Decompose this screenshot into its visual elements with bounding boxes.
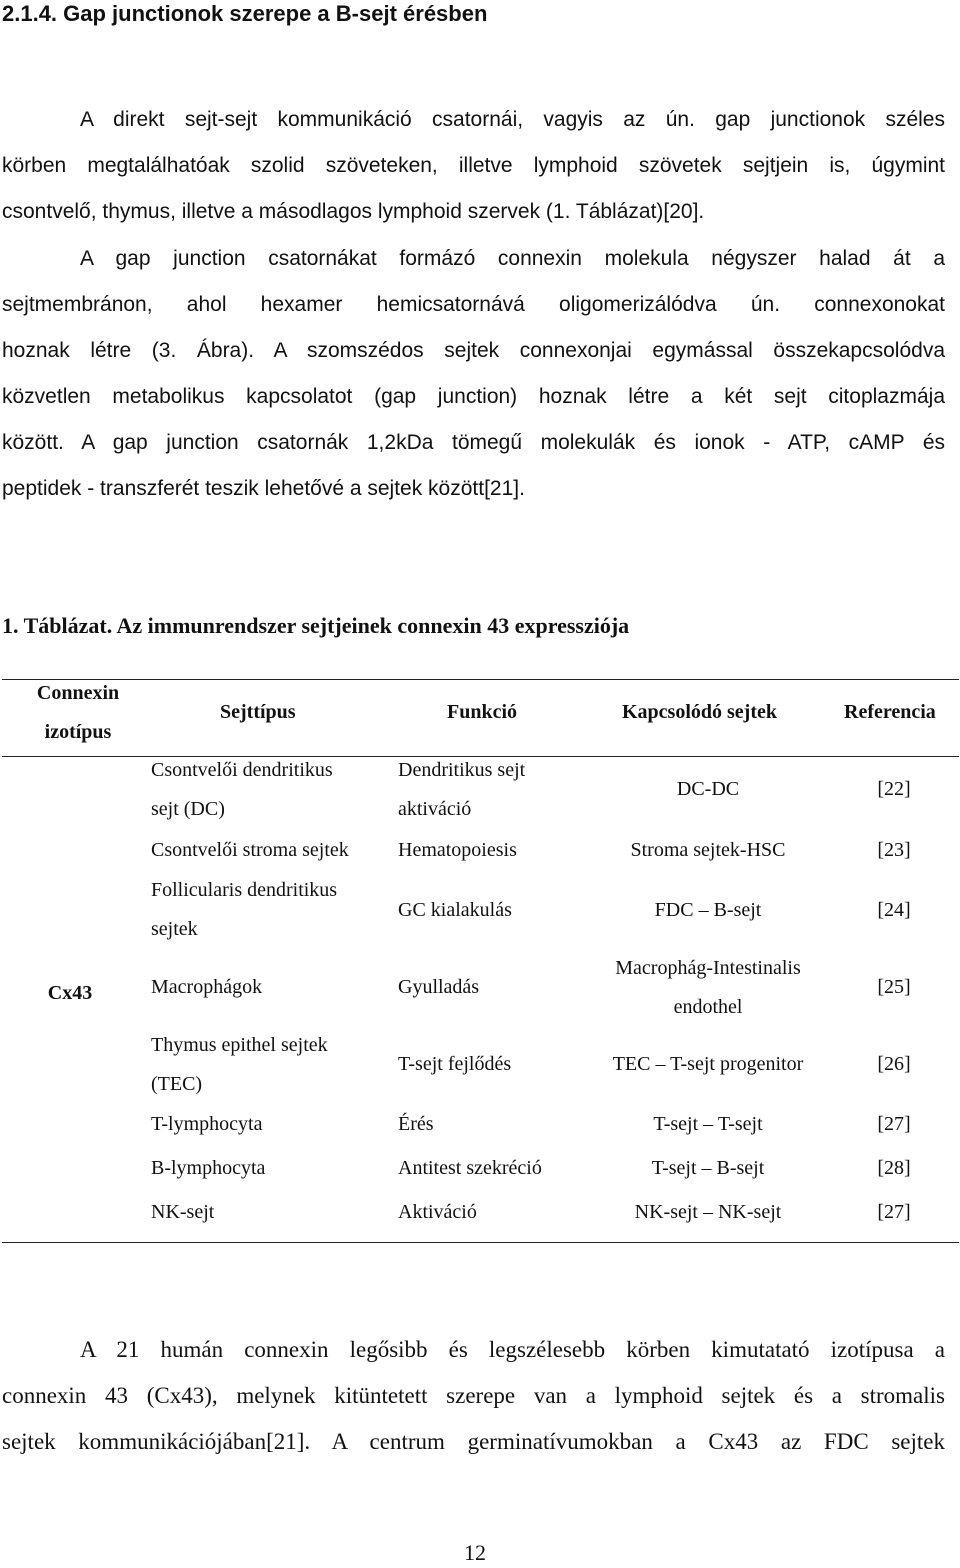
header-isotype-line2: izotípus bbox=[44, 721, 112, 743]
row-2-function: Hematopoiesis bbox=[398, 839, 517, 861]
row-7-reference: [28] bbox=[877, 1157, 911, 1179]
row-1-function-line1: Dendritikus sejt bbox=[398, 759, 526, 781]
intro-line: A direkt sejt-sejt kommunikáció csatornái, vagyis az ún. gap junctionok széles bbox=[80, 108, 945, 131]
row-4-function: Gyulladás bbox=[398, 976, 480, 998]
page-number: 12 bbox=[464, 1540, 486, 1565]
intro-line: közvetlen metabolikus kapcsolatot (gap junction) hoznak létre a két sejt citoplazmája bbox=[2, 385, 945, 408]
intro-line: sejtmembránon, ahol hexamer hemicsatornává oligomerizálódva ún. connexonokat bbox=[2, 293, 945, 316]
row-3-cell-type-line1: Follicularis dendritikus bbox=[151, 879, 338, 901]
row-7-cell-type: B-lymphocyta bbox=[151, 1157, 266, 1179]
row-1-function-line2: aktiváció bbox=[398, 798, 472, 820]
intro-line: között. A gap junction csatornák 1,2kDa tömegű molekulák és ionok - ATP, cAMP és bbox=[2, 431, 945, 454]
row-3-partners: FDC – B-sejt bbox=[654, 899, 762, 921]
row-4-partners-line2: endothel bbox=[673, 996, 743, 1018]
isotype-cx43: Cx43 bbox=[47, 982, 93, 1004]
row-6-partners: T-sejt – T-sejt bbox=[653, 1113, 763, 1135]
intro-line: A gap junction csatornákat formázó connexin molekula négyszer halad át a bbox=[80, 247, 945, 270]
row-6-function: Érés bbox=[398, 1113, 434, 1135]
row-5-reference: [26] bbox=[877, 1053, 911, 1075]
row-5-cell-type-line1: Thymus epithel sejtek bbox=[151, 1034, 328, 1056]
header-function: Funkció bbox=[447, 701, 518, 723]
row-8-reference: [27] bbox=[877, 1201, 911, 1223]
row-3-cell-type-line2: sejtek bbox=[151, 918, 198, 940]
row-6-cell-type: T-lymphocyta bbox=[151, 1113, 263, 1135]
row-8-partners: NK-sejt – NK-sejt bbox=[634, 1201, 782, 1223]
row-5-partners: TEC – T-sejt progenitor bbox=[612, 1053, 804, 1075]
header-isotype-line1: Connexin bbox=[36, 682, 120, 704]
row-7-partners: T-sejt – B-sejt bbox=[651, 1157, 765, 1179]
row-1-cell-type-line1: Csontvelői dendritikus bbox=[151, 759, 333, 781]
row-5-function: T-sejt fejlődés bbox=[398, 1053, 512, 1075]
header-reference: Referencia bbox=[844, 701, 936, 723]
row-3-function: GC kialakulás bbox=[398, 899, 512, 921]
closing-line: A 21 humán connexin legősibb és legszélesebb körben kimutatató izotípusa a bbox=[80, 1337, 945, 1362]
closing-line: sejtek kommunikációjában[21]. A centrum germinatívumokban a Cx43 az FDC sejtek bbox=[2, 1429, 945, 1454]
row-6-reference: [27] bbox=[877, 1113, 911, 1135]
row-4-reference: [25] bbox=[877, 976, 911, 998]
row-8-cell-type: NK-sejt bbox=[151, 1201, 215, 1223]
row-8-function: Aktiváció bbox=[398, 1201, 477, 1223]
row-2-partners: Stroma sejtek-HSC bbox=[630, 839, 786, 861]
section-heading: 2.1.4. Gap junctionok szerepe a B-sejt érésben bbox=[2, 1, 488, 26]
row-7-function: Antitest szekréció bbox=[398, 1157, 542, 1179]
row-1-cell-type-line2: sejt (DC) bbox=[151, 798, 225, 820]
closing-line: connexin 43 (Cx43), melynek kitüntetett szerepe van a lymphoid sejtek és a stromalis bbox=[2, 1383, 945, 1408]
row-5-cell-type-line2: (TEC) bbox=[151, 1073, 203, 1095]
row-2-cell-type: Csontvelői stroma sejtek bbox=[151, 839, 349, 861]
intro-line: peptidek - transzferét teszik lehetővé a sejtek között[21]. bbox=[2, 477, 525, 500]
row-1-reference: [22] bbox=[877, 778, 911, 800]
row-2-reference: [23] bbox=[877, 839, 911, 861]
intro-line: hoznak létre (3. Ábra). A szomszédos sejtek connexonjai egymással összekapcsolódva bbox=[2, 339, 945, 362]
row-1-partners: DC-DC bbox=[676, 778, 740, 800]
header-partners: Kapcsolódó sejtek bbox=[622, 701, 777, 723]
row-3-reference: [24] bbox=[877, 899, 911, 921]
header-cell-type: Sejttípus bbox=[220, 701, 296, 723]
row-4-partners-line1: Macrophág-Intestinalis bbox=[615, 957, 801, 979]
intro-line: körben megtalálhatóak szolid szöveteken, illetve lymphoid szövetek sejtjein is, úgymint bbox=[2, 154, 945, 177]
intro-line: csontvelő, thymus, illetve a másodlagos lymphoid szervek (1. Táblázat)[20]. bbox=[2, 200, 705, 223]
table-caption: 1. Táblázat. Az immunrendszer sejtjeinek connexin 43 expressziója bbox=[2, 613, 630, 638]
table-bottom-rule bbox=[2, 1242, 959, 1243]
row-4-cell-type: Macrophágok bbox=[151, 976, 263, 998]
